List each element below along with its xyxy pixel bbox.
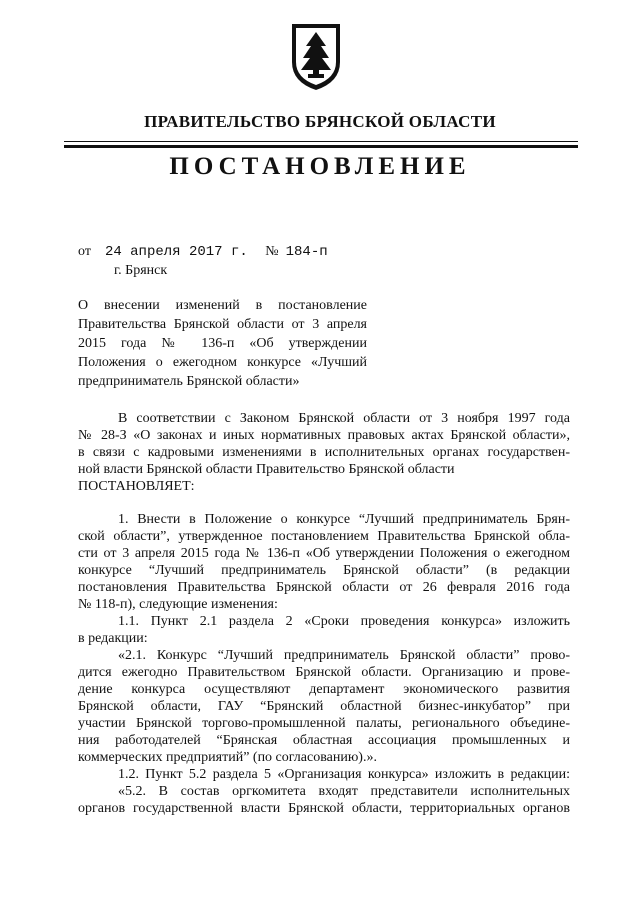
clause-1-line: 1. Внести в Положение о конкурсе “Лучший предприниматель Брян- (118, 512, 570, 527)
clause-1-line: конкурсе “Лучший предприниматель Брянской области” (в редакции (78, 563, 570, 578)
number-label: № (265, 244, 279, 259)
document-type-heading: ПОСТАНОВЛЕНИЕ (169, 153, 471, 180)
preamble-line: в связи с кадровыми изменениями в исполнительных органах государствен- (78, 445, 570, 460)
clause-1-line: ской области”, утвержденное постановлением Правительства Брянской обла- (78, 529, 570, 544)
clause-2-1-text-line: дение конкурса осуществляют департамент экономического развития (78, 682, 570, 697)
clause-5-2-text-line: органов государственной власти Брянской области, территориальных органов (78, 801, 570, 816)
clause-2-1-text-line: участии Брянской торгово-промышленной палаты, регионального объедине- (78, 716, 570, 731)
clause-2-1-text-line: дится ежегодно Правительством Брянской области. Организацию и прове- (78, 665, 570, 680)
preamble-line: В соответствии с Законом Брянской области от 3 ноября 1997 года (118, 411, 570, 426)
clause-1-line: постановления Правительства Брянской области от 26 февраля 2016 года (78, 580, 570, 595)
clause-2-1-text-line: Брянской области, ГАУ “Брянский областной бизнес-инкубатор” при (78, 699, 570, 714)
subject-line: Положения о ежегодном конкурсе «Лучший (78, 355, 367, 370)
clause-2-1-text-line: «2.1. Конкурс “Лучший предприниматель Брянской области” прово- (118, 648, 570, 663)
from-label: от (78, 244, 91, 259)
resolves-keyword: ПОСТАНОВЛЯЕТ: (78, 479, 195, 494)
subject-line: О внесении изменений в постановление (78, 298, 367, 313)
subject-line: предприниматель Брянской области» (78, 374, 300, 389)
clause-2-1-text-line: ния работодателей “Брянская областная ассоциация промышленных и (78, 733, 570, 748)
clause-1-line: сти от 3 апреля 2015 года № 136-п «Об утверждении Положения о ежегодном (78, 546, 570, 561)
paragraph-gap (78, 495, 570, 511)
document-subject (78, 296, 367, 391)
clause-1-2-line: 1.2. Пункт 5.2 раздела 5 «Организация конкурса» изложить в редакции: (118, 767, 570, 782)
document-date: 24 апреля 2017 г. (104, 244, 248, 260)
preamble-line: № 28-З «О законах и иных нормативных правовых актах Брянской области», (78, 428, 570, 443)
preamble-line: ной власти Брянской области Правительство Брянской области (78, 462, 455, 477)
subject-line: 2015 года № 136-п «Об утверждении (78, 336, 367, 351)
bryansk-coat-of-arms-icon (288, 20, 344, 92)
clause-1-1-line: 1.1. Пункт 2.1 раздела 2 «Сроки проведения конкурса» изложить (118, 614, 570, 629)
clause-1-line: № 118-п), следующие изменения: (78, 597, 278, 612)
header-divider-thin (64, 141, 578, 142)
clause-5-2-text-line: «5.2. В состав оргкомитета входят представители исполнительных (118, 784, 570, 799)
government-title: ПРАВИТЕЛЬСТВО БРЯНСКОЙ ОБЛАСТИ (144, 112, 496, 131)
clause-1-1-line: в редакции: (78, 631, 148, 646)
document-number: 184-п (285, 244, 328, 260)
subject-line: Правительства Брянской области от 3 апреля (78, 317, 367, 332)
document-city: г. Брянск (114, 263, 168, 278)
document-date-number-line (78, 244, 328, 260)
clause-2-1-text-line: коммерческих предприятий” (по согласованию).». (78, 750, 377, 765)
document-body (78, 410, 570, 817)
header-divider-thick (64, 145, 578, 148)
